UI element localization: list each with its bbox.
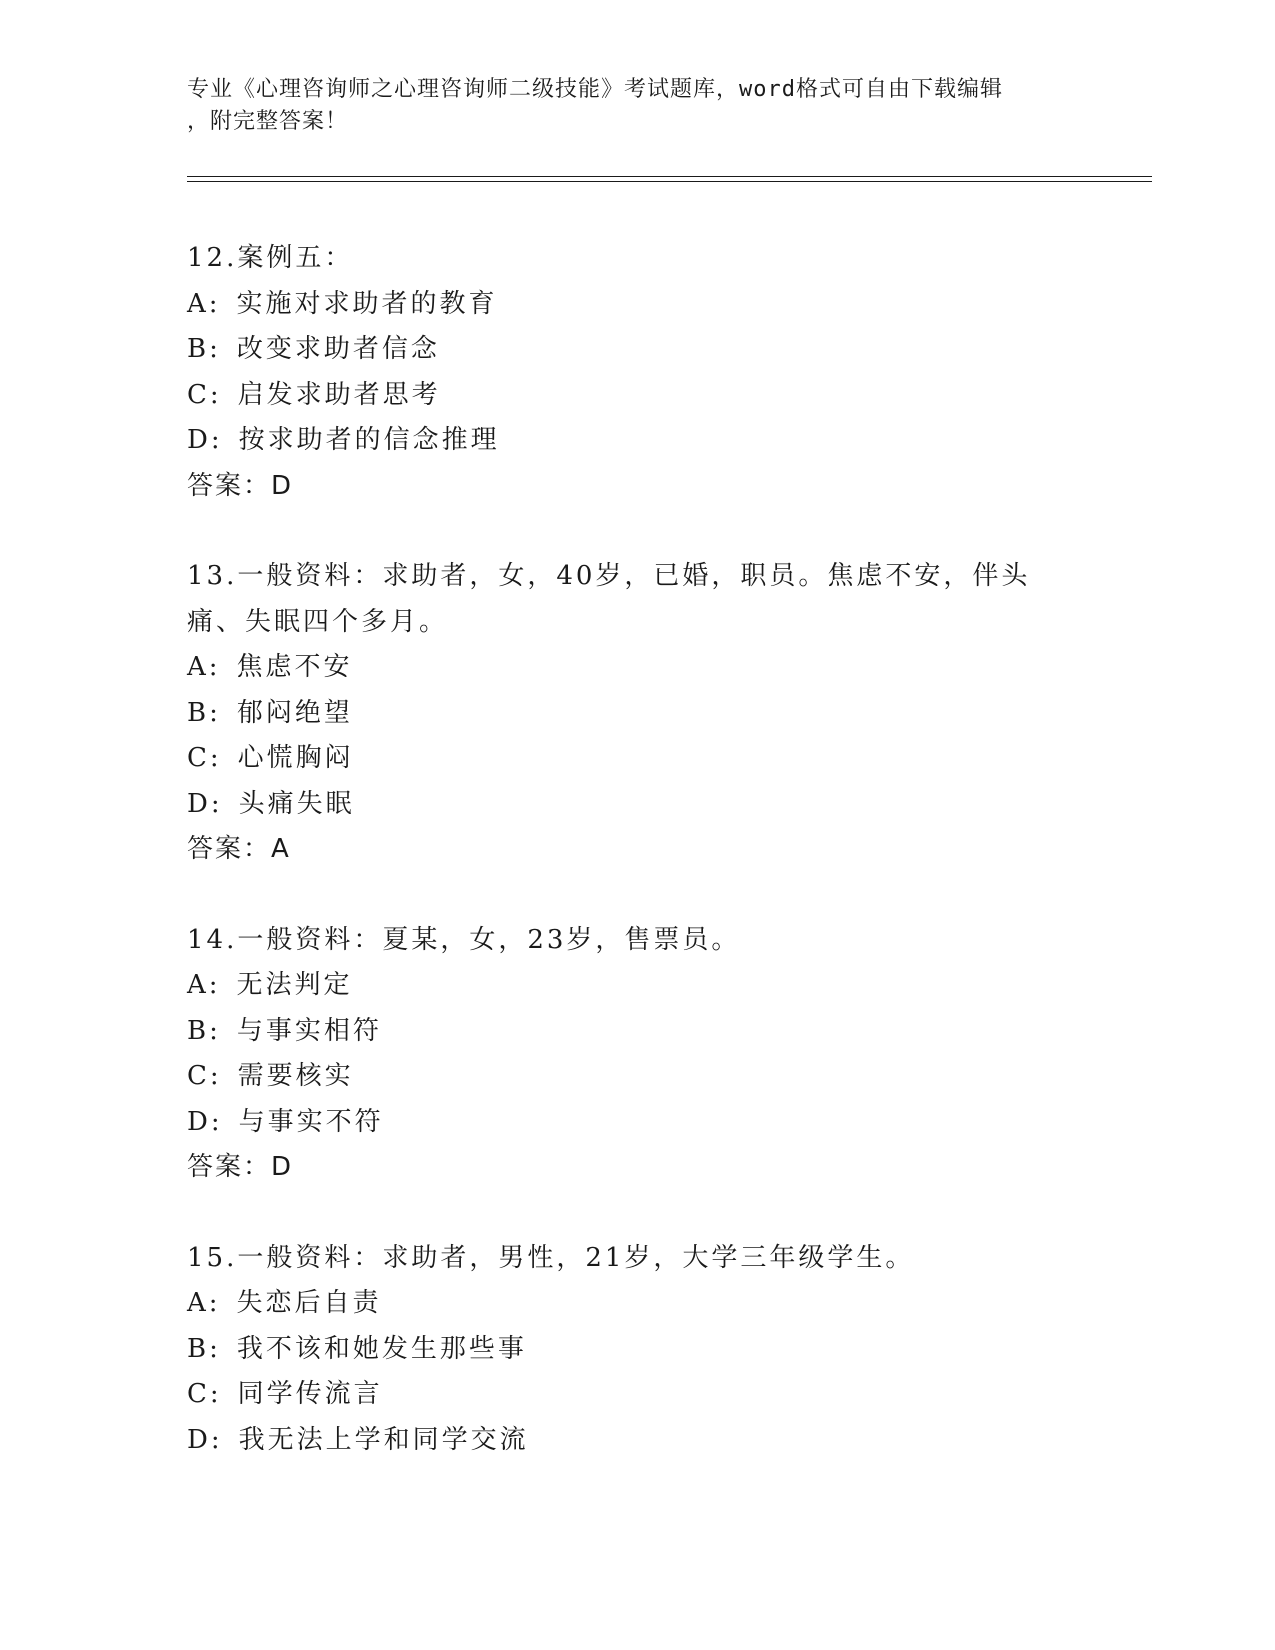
option-text: 启发求助者思考: [237, 379, 441, 410]
option-text: 头痛失眠: [238, 788, 355, 819]
option-text: 我无法上学和同学交流: [238, 1424, 529, 1455]
question-spacer: [187, 1191, 1087, 1236]
question-15: [187, 1236, 1087, 1464]
option-key: C:: [187, 379, 222, 410]
option-a: [187, 963, 1087, 1009]
option-d: [187, 1100, 1087, 1146]
option-c: [187, 373, 1087, 419]
option-a: [187, 645, 1087, 691]
option-a: [187, 1281, 1087, 1327]
question-stem: 13.一般资料：求助者，女，40岁，已婚，职员。焦虑不安，伴头痛、失眠四个多月。: [187, 561, 1031, 637]
option-key: B:: [187, 1015, 221, 1046]
option-key: D:: [187, 425, 223, 455]
option-d: [187, 418, 1087, 464]
option-key: A:: [187, 970, 221, 1000]
option-text: 实施对求助者的教育: [236, 288, 498, 319]
question-stem: 15.一般资料：求助者，男性，21岁，大学三年级学生。: [187, 1242, 915, 1273]
header-line-2: ，附完整答案！: [187, 109, 349, 134]
option-text: 与事实相符: [236, 1015, 382, 1046]
option-b: [187, 1327, 1087, 1373]
question-stem: 14.一般资料：夏某，女，23岁，售票员。: [187, 924, 741, 955]
question-13: [187, 554, 1087, 873]
option-key: D:: [187, 1106, 223, 1137]
option-text: 改变求助者信念: [236, 334, 440, 364]
option-d: [187, 782, 1087, 828]
answer-line: 答案：A: [187, 834, 291, 864]
option-key: D:: [187, 788, 223, 819]
option-text: 失恋后自责: [236, 1288, 382, 1318]
option-text: 心慌胸闷: [237, 743, 354, 773]
option-b: [187, 327, 1087, 373]
question-14: [187, 918, 1087, 1191]
option-key: C:: [187, 1061, 222, 1091]
option-text: 无法判定: [236, 970, 353, 1000]
option-key: A:: [187, 288, 221, 319]
option-text: 同学传流言: [237, 1379, 383, 1409]
option-a: [187, 282, 1087, 328]
answer-line: 答案：D: [187, 1152, 294, 1182]
header-divider-top: [187, 176, 1152, 177]
question-stem: 12.案例五：: [187, 243, 354, 273]
answer-line: 答案：D: [187, 470, 294, 501]
option-c: [187, 1372, 1087, 1418]
option-text: 郁闷绝望: [236, 697, 353, 728]
option-key: B:: [187, 1333, 221, 1364]
option-b: [187, 1009, 1087, 1055]
option-b: [187, 691, 1087, 737]
option-key: A:: [187, 652, 221, 682]
header-divider-bottom: [187, 181, 1152, 182]
option-key: B:: [187, 334, 221, 364]
option-text: 需要核实: [237, 1061, 354, 1091]
option-d: [187, 1418, 1087, 1464]
option-text: 与事实不符: [238, 1106, 384, 1137]
option-text: 焦虑不安: [236, 652, 353, 682]
option-key: C:: [187, 1379, 222, 1409]
question-spacer: [187, 873, 1087, 918]
question-12: [187, 236, 1087, 509]
option-key: B:: [187, 697, 221, 728]
document-header: [187, 74, 1067, 138]
question-list: [187, 236, 1087, 1463]
question-spacer: [187, 509, 1087, 554]
option-key: A:: [187, 1288, 221, 1318]
option-c: [187, 1054, 1087, 1100]
option-text: 按求助者的信念推理: [238, 425, 500, 455]
option-key: D:: [187, 1424, 223, 1455]
option-c: [187, 736, 1087, 782]
option-key: C:: [187, 743, 222, 773]
header-line-1: 专业《心理咨询师之心理咨询师二级技能》考试题库，word格式可自由下载编辑: [187, 77, 1003, 102]
option-text: 我不该和她发生那些事: [236, 1333, 527, 1364]
